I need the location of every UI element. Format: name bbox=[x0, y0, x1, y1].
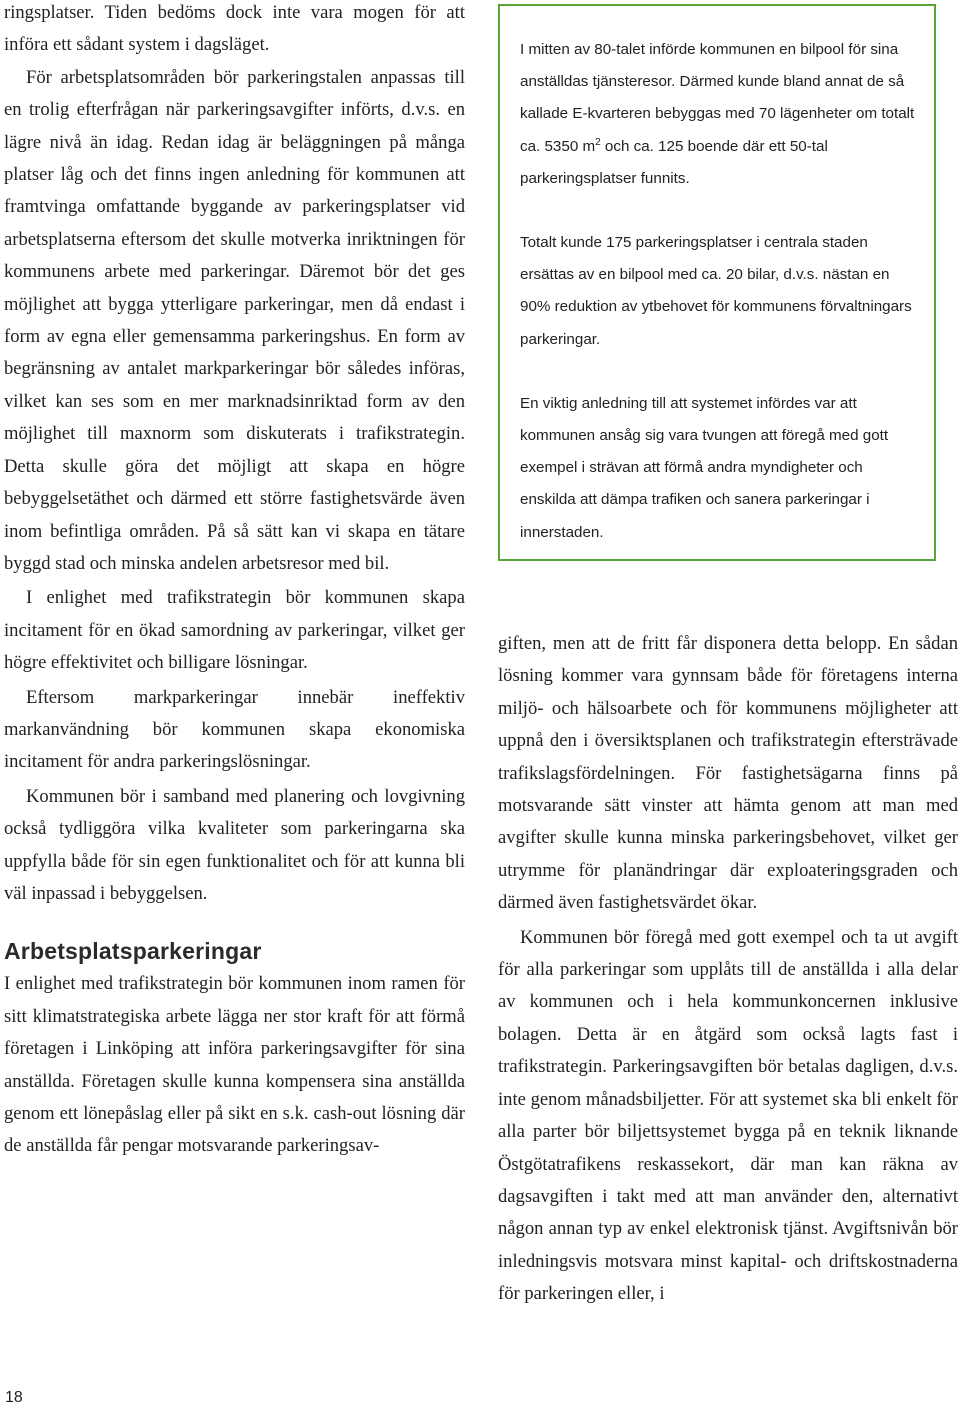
fact-box-paragraph-3: En viktig anledning till att systemet infördes var att kommunen ansåg sig vara tvungen att föregå med gott exempel i strävan att förmå andra myndigheter och enskilda att dämpa trafiken och sanera parkeringar i innerstaden. bbox=[520, 394, 889, 541]
left-paragraph-6: I enlighet med trafikstrategin bör kommunen inom ramen för sitt klimatstrategiska arbete lägga ner stor kraft för att förmå företagen i Linköping att införa parkeringsavgifter för sina anställda. Företagen skulle kunna kompensera sina anställda genom ett lönepåslag eller på sikt en s.k. cash-out lösning där de anställda får pengar motsvarande parkeringsav- bbox=[4, 973, 465, 1157]
right-paragraph-1: giften, men att de fritt får disponera detta belopp. En sådan lösning kommer vara gynnsam både för företagens interna miljö- och hälsoarbete och för kommunens möjligheter att uppnå den i översiktsplanen och trafikstrategin eftersträvade trafikslagsfördelningen. För fastighetsägarna finns på motsvarande sätt vinster att hämta genom att man med avgifter skulle kunna minska parkeringsbehovet, vilket ger utrymme för planändringar där exploateringsgraden och därmed även fastighetsvärdet ökar. bbox=[498, 633, 958, 914]
fact-box-paragraph-2: Totalt kunde 175 parkeringsplatser i centrala staden ersättas av en bilpool med ca. 20 bilar, d.v.s. nästan en 90% reduktion av ytbehovet för kommunens förvaltningars parkeringar. bbox=[520, 234, 912, 348]
left-paragraph-1: ringsplatser. Tiden bedöms dock inte vara mogen för att införa ett sådant system i dagsläget. bbox=[4, 2, 465, 56]
fact-box bbox=[498, 4, 936, 561]
right-column bbox=[498, 628, 958, 1311]
fact-box-paragraph-1 bbox=[520, 34, 916, 195]
fact-box-text-1b: och ca. 125 boende där ett 50-tal parkeringsplatser funnits. bbox=[520, 137, 828, 187]
left-paragraph-2: För arbetsplatsområden bör parkeringstalen anpassas till en trolig efterfrågan när parkeringsavgifter införts, d.v.s. en lägre nivå än idag. Redan idag är beläggningen på många platser låg och det finns ingen anledning för kommunen att framtvinga omfattande byggande av parkeringsplatser vid arbetsplatserna eftersom det skulle motverka inriktningen för kommunens arbete med parkeringar. Däremot bör det ges möjlighet att bygga ytterligare parkeringar, men då endast i form av egna eller gemensamma parkeringshus. En form av begränsning av antalet markparkeringar bör således införas, vilket kan ses som en mer marknadsinriktad form av den möjlighet till maxnorm som diskuterats i trafikstrategin. Detta skulle göra det möjligt att skapa en högre bebyggelsetäthet och därmed ett större fastighetsvärde även inom befintliga områden. På så sätt kan vi skapa en tätare byggd stad och minska andelen arbetsresor med bil. bbox=[4, 66, 465, 574]
left-column bbox=[4, 0, 465, 1163]
superscript-2: 2 bbox=[595, 136, 601, 148]
left-paragraph-3: I enlighet med trafikstrategin bör kommunen skapa incitament för en ökad samordning av parkeringar, vilket ger högre effektivitet och billigare lösningar. bbox=[4, 587, 465, 674]
right-paragraph-2: Kommunen bör föregå med gott exempel och ta ut avgift för alla parkeringar som upplåts till de anställda i alla delar av kommunen och i hela kommunkoncernen inklusive bolagen. Detta är en åtgärd som också lagts fast i trafikstrategin. Parkeringsavgiften bör betalas dagligen, d.v.s. inte genom månadsbiljetter. För att systemet ska bli enkelt för alla parter bör biljettsystemet bygga på en teknik liknande Östgötatrafikens reskassekort, där man kan räkna av dagsavgiften i takt med att man använder den, alternativt någon annan typ av enkel elektronisk tjänst. Avgiftsnivån bör inledningsvis motsvara minst kapital- och driftskostnaderna för parkeringen eller, i bbox=[498, 926, 958, 1305]
section-heading: Arbetsplatsparkeringar bbox=[4, 938, 262, 965]
fact-box-text-1a: I mitten av 80-talet införde kommunen en bilpool för sina anställdas tjänsteresor. Därmed kunde bland annat de så kallade E-kvarteren bebyggas med 70 lägenheter om totalt ca. 5350 m bbox=[520, 41, 915, 155]
left-paragraph-5: Kommunen bör i samband med planering och lovgivning också tydliggöra vilka kvaliteter som parkeringarna ska uppfylla både för sin egen funktionalitet och för att kunna bli väl inpassad i bebyggelsen. bbox=[4, 785, 465, 904]
page-number: 18 bbox=[5, 1389, 23, 1406]
left-paragraph-4: Eftersom markparkeringar innebär ineffektiv markanvändning bör kommunen skapa ekonomiska incitament för andra parkeringslösningar. bbox=[4, 686, 465, 773]
